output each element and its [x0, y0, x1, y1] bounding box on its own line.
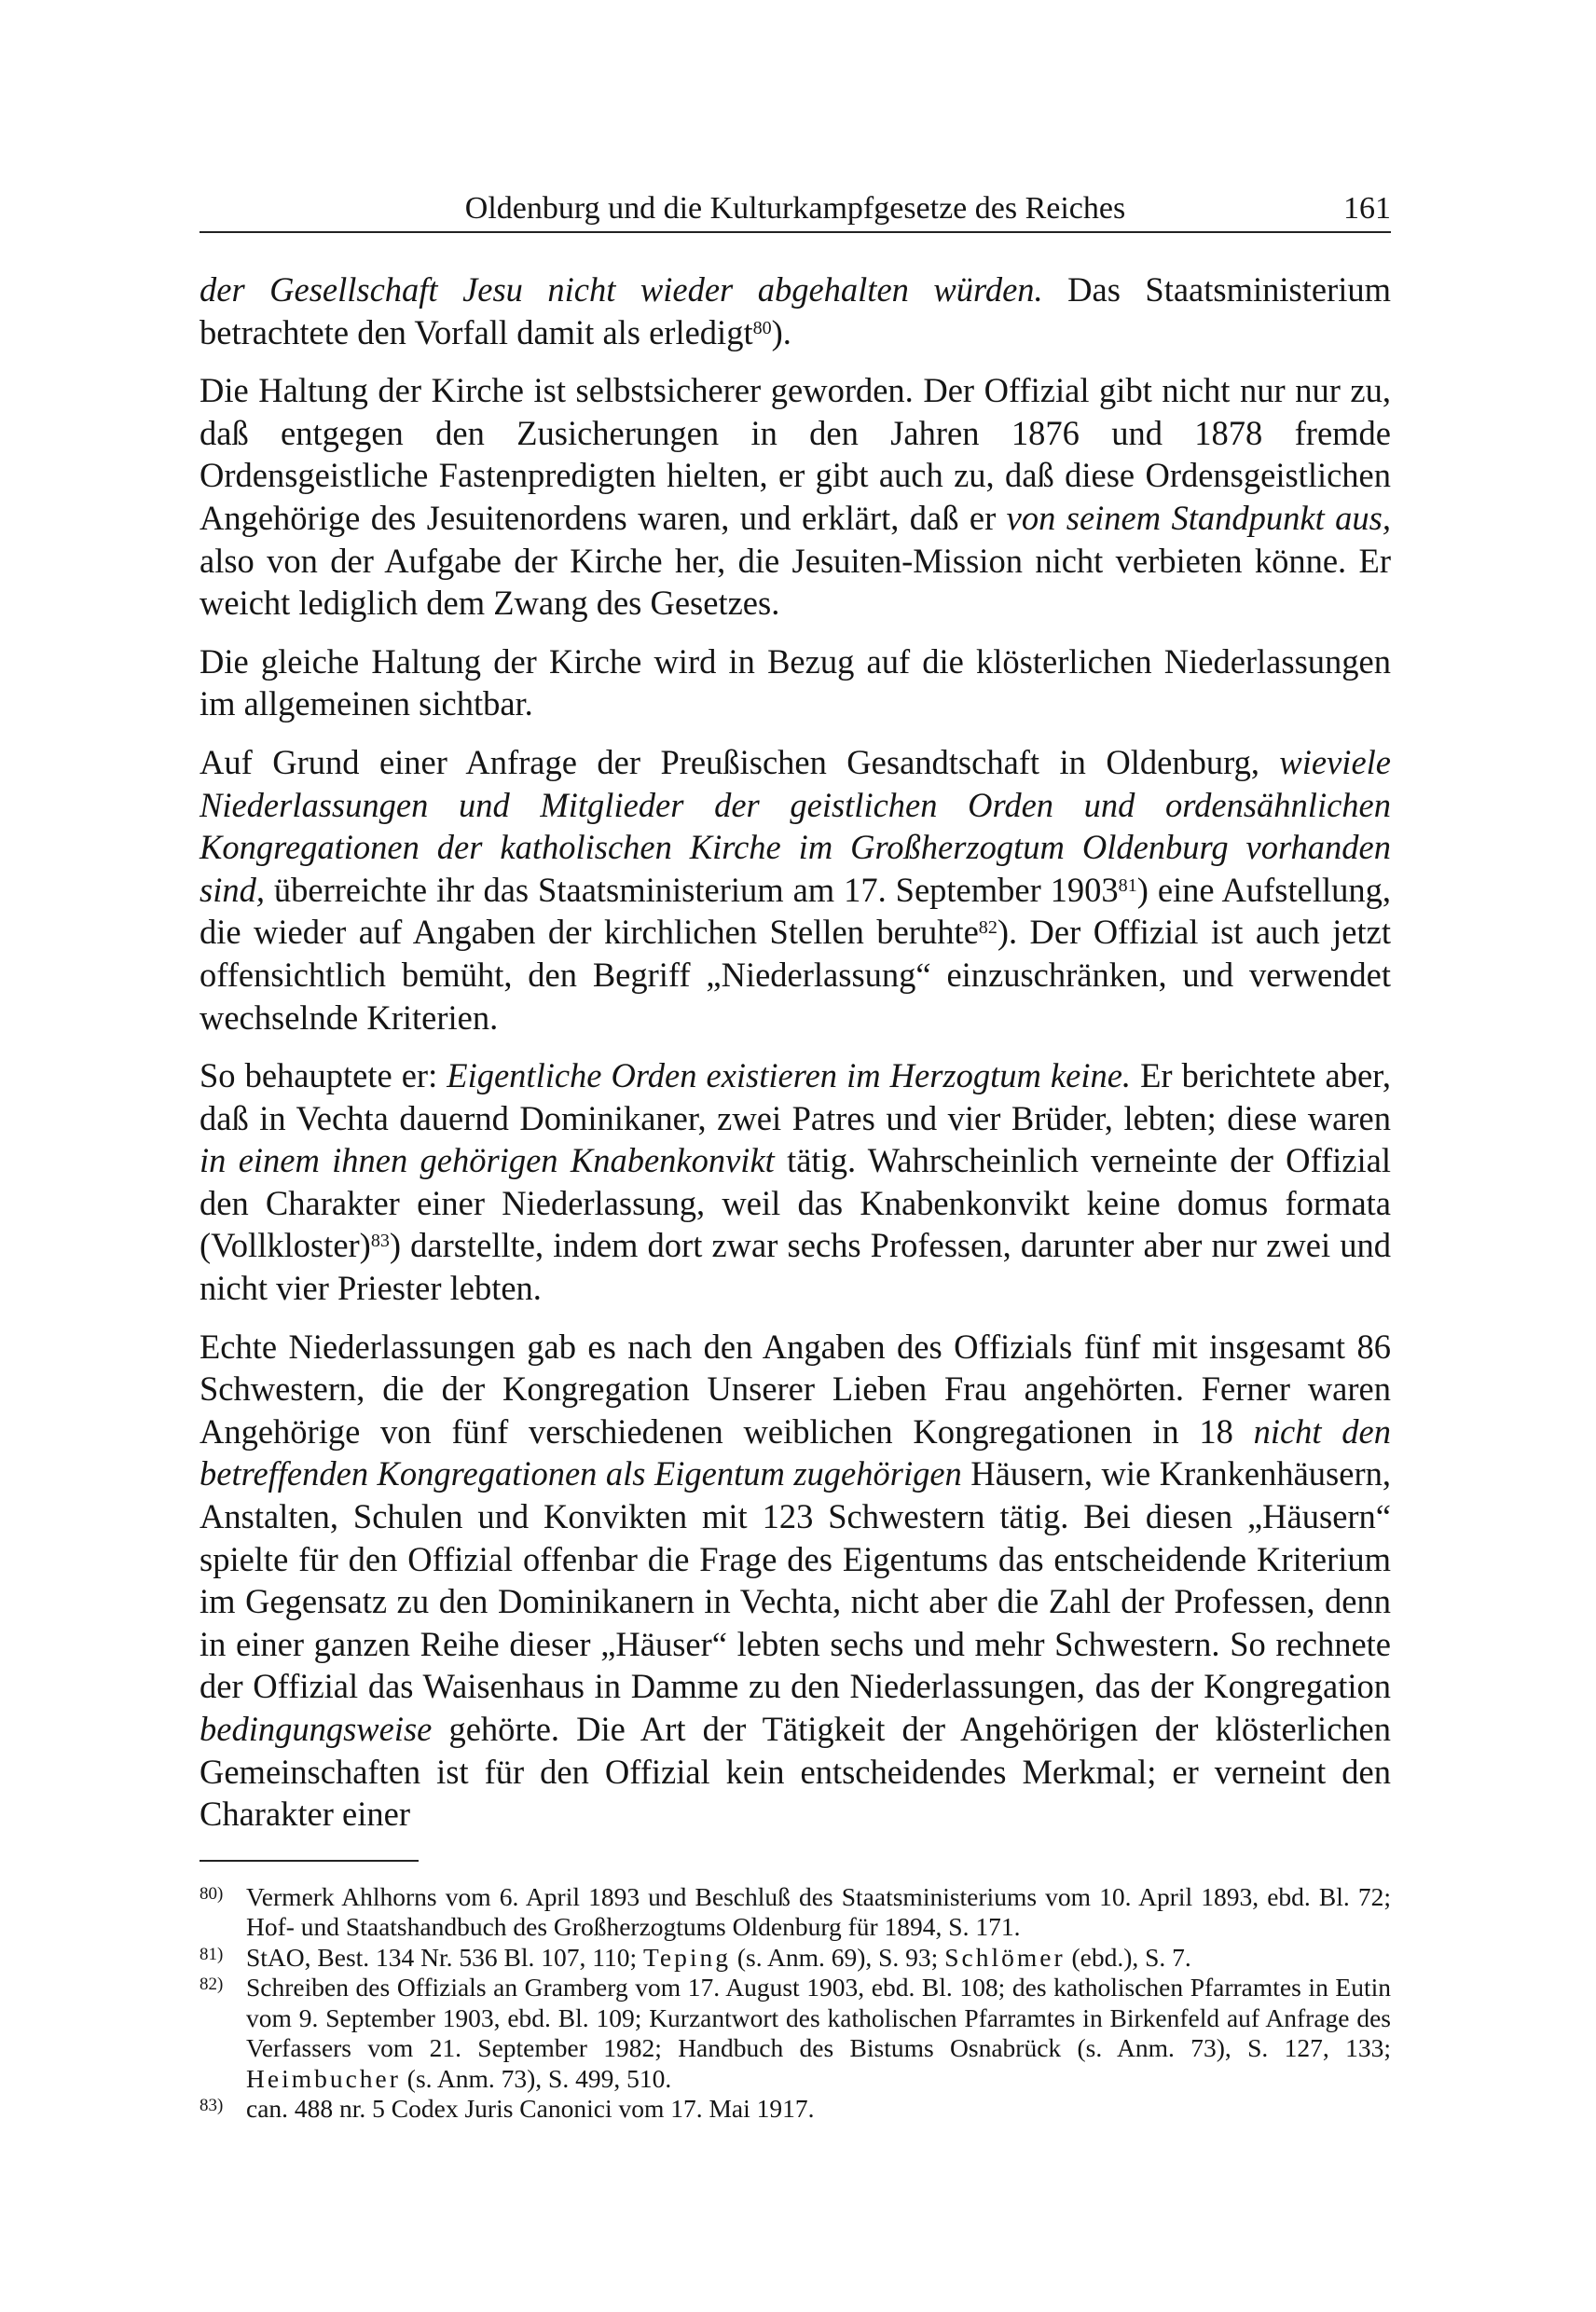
footnote-number: 83): [200, 2096, 224, 2116]
text-run: Schreiben des Offizials an Gramberg vom 17. August 1903, ebd. Bl. 108; des katholischen Pfarramtes in Eutin vom 9. September 1903, ebd. Bl. 109; Kurzantwort des katholischen Pfarramtes in Birkenfeld auf Anfrage des Verfassers vom 21. September 1982; Handbuch des Bistums Osnabrück (s. Anm. 73), S. 127, 133;: [246, 1973, 1391, 2063]
spaced-author-name: Schlömer: [944, 1942, 1066, 1972]
body-text: [200, 268, 1391, 1836]
footnote-reference: 82: [978, 917, 998, 939]
paragraph: [200, 741, 1391, 1039]
spaced-author-name: Heimbucher: [246, 2063, 401, 2093]
paragraph: [200, 369, 1391, 625]
italic-text: nicht den betreffenden Kongregationen als Eigentum zugehörigen: [200, 1411, 1392, 1493]
text-run: can. 488 nr. 5 Codex Juris Canonici vom 17. Mai 1917.: [246, 2094, 815, 2124]
paragraph: [200, 640, 1391, 725]
italic-text: Eigentliche Orden existieren im Herzogtum keine.: [447, 1056, 1132, 1095]
text-run: Er berichtete aber, daß in Vechta dauernd Dominikaner, zwei Patres und vier Brüder, lebten; diese waren: [200, 1056, 1391, 1137]
text-run: Das Staatsministerium betrachtete den Vorfall damit als erledigt: [200, 270, 1391, 351]
text-run: Die gleiche Haltung der Kirche wird in Bezug auf die klösterlichen Niederlassungen im allgemeinen sichtbar.: [200, 641, 1391, 723]
text-run: tätig. Wahrscheinlich verneinte der Offizial den Charakter einer Niederlassung, weil das Knabenkonvikt keine domus formata (Vollkloster): [200, 1141, 1391, 1265]
footnote: [200, 1973, 1391, 2094]
text-run: gehörte. Die Art der Tätigkeit der Angehörigen der klösterlichen Gemeinschaften ist für den Offizial kein entscheidendes Merkmal; er verneint den Charakter einer: [200, 1710, 1391, 1834]
text-run: So behauptete er:: [200, 1056, 447, 1095]
footnotes: [200, 1882, 1391, 2125]
text-run: ).: [771, 312, 791, 351]
running-title: Oldenburg und die Kulturkampfgesetze des Reiches: [464, 191, 1126, 226]
paragraph: [200, 1054, 1391, 1310]
text-run: Die Haltung der Kirche ist selbstsicherer geworden. Der Offizial gibt nicht nur nur zu, daß entgegen den Zusicherungen in den Jahren 1876 und 1878 fremde Ordensgeistliche Fastenpredigten hielten, er gibt auch zu, daß diese Ordensgeistlichen Angehörige des Jesuitenordens waren, und erklärt, daß er: [200, 371, 1391, 537]
page-number: 161: [1343, 191, 1391, 226]
text-run: also von der Aufgabe der Kirche her, die Jesuiten-Mission nicht verbieten könne. Er weicht lediglich dem Zwang des Gesetzes.: [200, 541, 1391, 623]
paragraph: [200, 268, 1391, 353]
footnote-text: [246, 1943, 1391, 1974]
text-run: ) darstellte, indem dort zwar sechs Professen, darunter aber nur zwei und nicht vier Priester lebten.: [200, 1226, 1391, 1308]
italic-text: der Gesellschaft Jesu nicht wieder abgehalten würden.: [200, 270, 1043, 309]
text-run: (s. Anm. 69), S. 93;: [731, 1942, 945, 1972]
footnote-divider: [200, 1860, 419, 1862]
italic-text: wieviele Niederlassungen und Mitglieder der geistlichen Orden und ordensähnlichen Kongregationen der katholischen Kirche im Großherzogtum Oldenburg vorhanden sind,: [200, 742, 1391, 909]
text-run: ) eine Aufstellung, die wieder auf Angaben der kirchlichen Stellen beruhte: [200, 870, 1391, 952]
italic-text: bedingungsweise: [200, 1710, 433, 1748]
footnote-reference: 81: [1118, 874, 1137, 896]
spaced-author-name: Teping: [643, 1942, 732, 1972]
footnote-reference: 83: [370, 1231, 390, 1252]
footnote-number: 80): [200, 1883, 224, 1904]
italic-text: von seinem Standpunkt aus,: [1006, 498, 1391, 537]
footnote: [200, 1882, 1391, 1943]
text-run: Häusern, wie Krankenhäusern, Anstalten, Schulen und Konvikten mit 123 Schwestern tätig. Bei diesen „Häusern“ spielte für den Offizial offenbar die Frage des Eigentums das entscheidende Kriterium im Gegensatz zu den Dominikanern in Vechta, nicht aber die Zahl der Professen, denn in einer ganzen Reihe dieser „Häuser“ lebten sechs und mehr Schwestern. So rechnete der Offizial das Waisenhaus in Damme zu den Niederlassungen, das der Kongregation: [200, 1454, 1391, 1706]
paragraph: [200, 1326, 1391, 1836]
text-run: überreichte ihr das Staatsministerium am 17. September 1903: [264, 870, 1119, 909]
text-run: Echte Niederlassungen gab es nach den Angaben des Offizials fünf mit insgesamt 86 Schwestern, die der Kongregation Unserer Lieben Frau angehörten. Ferner waren Angehörige von fünf verschiedenen weiblichen Kongregationen in 18: [200, 1327, 1391, 1451]
footnote-reference: 80: [752, 317, 772, 338]
italic-text: in einem ihnen gehörigen Knabenkonvikt: [200, 1141, 775, 1180]
footnote-number: 81): [200, 1944, 224, 1964]
footnote-text: [246, 1973, 1391, 2094]
footnote-number: 82): [200, 1975, 224, 1995]
text-run: Vermerk Ahlhorns vom 6. April 1893 und Beschluß des Staatsministeriums vom 10. April 1893, ebd. Bl. 72; Hof- und Staatshandbuch des Großherzogtums Oldenburg für 1894, S. 171.: [246, 1881, 1391, 1942]
footnote: [200, 1943, 1391, 1974]
footnote-text: [246, 1882, 1391, 1943]
footnote-text: [246, 2094, 1391, 2125]
text-run: (s. Anm. 73), S. 499, 510.: [400, 2063, 672, 2093]
page: [200, 186, 1391, 2125]
text-run: ). Der Offizial ist auch jetzt offensichtlich bemüht, den Begriff „Niederlassung“ einzuschränken, und verwendet wechselnde Kriterien.: [200, 913, 1391, 1037]
running-header: [200, 186, 1391, 233]
text-run: StAO, Best. 134 Nr. 536 Bl. 107, 110;: [246, 1942, 644, 1972]
footnote: [200, 2094, 1391, 2125]
text-run: (ebd.), S. 7.: [1065, 1942, 1191, 1972]
text-run: Auf Grund einer Anfrage der Preußischen Gesandtschaft in Oldenburg,: [200, 742, 1280, 781]
